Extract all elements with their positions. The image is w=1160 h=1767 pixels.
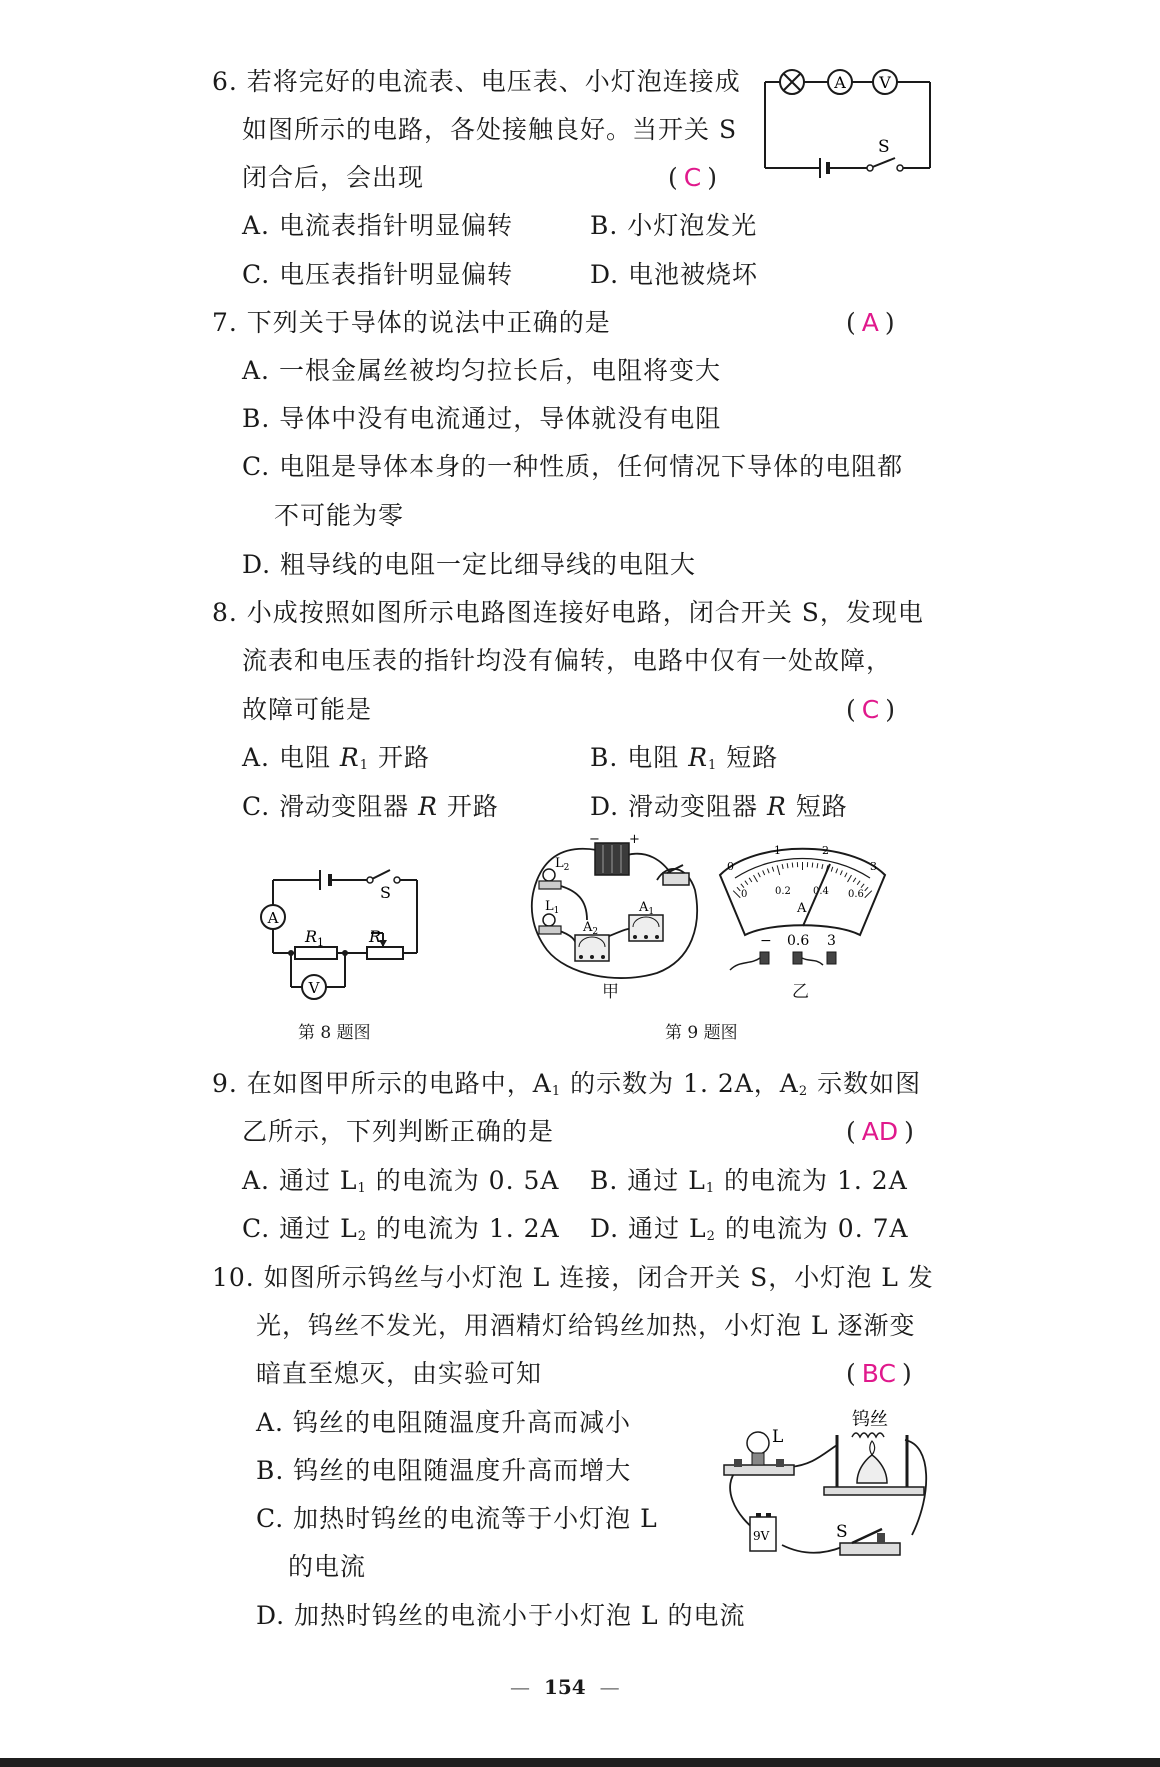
q10-option-b: B. 钨丝的电阻随温度升高而增大 <box>256 1456 632 1485</box>
ammeter-a2-icon <box>575 935 609 961</box>
q8-option-a: A. 电阻 $R_1$ 开路 <box>242 743 430 773</box>
top-scale-3: 3 <box>870 860 877 873</box>
svg-text:V: V <box>879 73 891 92</box>
q7-option-b: B. 导体中没有电流通过，导体就没有电阻 <box>242 404 722 433</box>
q10-stem-line-2: 光，钨丝不发光，用酒精灯给钨丝加热，小灯泡 L 逐渐变 <box>256 1311 916 1340</box>
l2-label: $L_2$ <box>555 856 570 873</box>
q9-stem-line-1: 9. 在如图甲所示的电路中，$A_1$ 的示数为 1. 2A，$A_2$ 示数如图 <box>212 1069 922 1099</box>
q6-answer: ( C ) <box>668 163 717 192</box>
q8-option-b: B. 电阻 $R_1$ 短路 <box>590 743 779 773</box>
q7-answer-value: A <box>861 308 879 337</box>
alcohol-lamp-icon <box>857 1455 887 1483</box>
q9-answer: ( AD ) <box>846 1117 914 1146</box>
junction-dot <box>342 950 348 956</box>
tungsten-coil-icon <box>852 1433 884 1437</box>
q6-option-a: A. 电流表指针明显偏转 <box>242 211 513 240</box>
voltmeter-icon <box>873 70 897 94</box>
q10-option-c: C. 加热时钨丝的电流等于小灯泡 L <box>256 1504 658 1533</box>
terminal-posts <box>760 952 836 964</box>
bottom-scale-3: 0.6 <box>848 889 864 900</box>
switch-contact <box>394 877 400 883</box>
q6-circuit-diagram <box>760 62 935 187</box>
bulb-holder-icon <box>724 1432 794 1475</box>
bottom-scale-1: 0.2 <box>775 886 791 897</box>
q7-answer: ( A ) <box>846 308 895 337</box>
q8-stem-line-3: 故障可能是 <box>242 695 373 724</box>
ammeter-a1-icon <box>629 915 663 941</box>
svg-text:A: A <box>267 909 279 927</box>
q7-option-c-cont: 不可能为零 <box>274 501 405 530</box>
a1-label: $A_1$ <box>639 900 655 917</box>
dial-tick <box>812 863 813 868</box>
q9-answer-value: AD <box>861 1117 899 1146</box>
terminal-minus: − <box>760 933 772 949</box>
q8-stem-line-1: 8. 小成按照如图所示电路图连接好电路，闭合开关 S，发现电 <box>212 598 924 627</box>
q6-stem-line-1: 6. 若将完好的电流表、电压表、小灯泡连接成 <box>212 67 741 96</box>
switch-contact <box>897 165 903 171</box>
fig9-yi-label: 乙 <box>792 982 809 1002</box>
q6-stem-line-2: 如图所示的电路，各处接触良好。当开关 S <box>242 115 738 144</box>
bulb-l2-icon <box>539 869 561 889</box>
q7-stem: 7. 下列关于导体的说法中正确的是 <box>212 308 611 337</box>
terminal-0-6: 0.6 <box>787 933 810 949</box>
q10-answer-value: BC <box>861 1359 896 1388</box>
q10-option-a: A. 钨丝的电阻随温度升高而减小 <box>256 1408 631 1437</box>
svg-text:A: A <box>834 73 846 92</box>
fig9-caption: 第 9 题图 <box>665 1023 738 1043</box>
a2-label: $A_2$ <box>583 920 599 937</box>
fig8-circuit-diagram <box>255 865 430 1005</box>
svg-text:9V: 9V <box>753 1529 770 1543</box>
switch-label: S <box>878 137 890 157</box>
q9-option-a: A. 通过 $L_1$ 的电流为 0. 5A <box>242 1166 560 1196</box>
voltmeter-icon <box>302 975 326 999</box>
svg-text:V: V <box>308 979 320 997</box>
battery-icon <box>820 158 828 178</box>
bottom-scale-2: 0.4 <box>813 886 829 897</box>
q6-stem-line-3: 闭合后，会出现 <box>242 163 425 192</box>
fig8-caption: 第 8 题图 <box>298 1023 371 1043</box>
battery-pack-icon <box>595 843 629 875</box>
q10-apparatus-diagram <box>712 1405 937 1570</box>
switch-contact <box>367 877 373 883</box>
q6-answer-value: C <box>683 163 702 192</box>
q9-option-c: C. 通过 $L_2$ 的电流为 1. 2A <box>242 1214 560 1244</box>
switch-label: S <box>836 1522 848 1542</box>
top-scale-0: 0 <box>727 860 734 873</box>
q9-option-b: B. 通过 $L_1$ 的电流为 1. 2A <box>590 1166 908 1196</box>
q8-answer: ( C ) <box>846 695 895 724</box>
q6-option-d: D. 电池被烧坏 <box>590 260 759 289</box>
q8-answer-value: C <box>861 695 880 724</box>
q8-option-c: C. 滑动变阻器 R 开路 <box>242 792 499 821</box>
q10-option-c-cont: 的电流 <box>288 1552 367 1581</box>
q7-option-d: D. 粗导线的电阻一定比细导线的电阻大 <box>242 550 697 579</box>
l1-label: $L_1$ <box>545 899 560 916</box>
top-scale-1: 1 <box>774 844 781 857</box>
q10-stem-line-3: 暗直至熄灭，由实验可知 <box>256 1359 543 1388</box>
terminal-3: 3 <box>827 933 836 949</box>
battery-9v-icon <box>750 1513 776 1551</box>
tungsten-label: 钨丝 <box>852 1409 888 1430</box>
fig9-jia-label: 甲 <box>602 982 619 1002</box>
lamp-icon <box>780 70 804 94</box>
rheostat-r-label: R <box>369 927 382 946</box>
resistor-r1-label: $R_1$ <box>305 927 325 949</box>
bottom-bar <box>0 1758 1160 1767</box>
q7-option-a: A. 一根金属丝被均匀拉长后，电阻将变大 <box>242 356 721 385</box>
switch-label: S <box>380 883 391 902</box>
fig9-yi-ammeter-dial <box>715 840 890 975</box>
page-number: — 154 — <box>510 1675 620 1699</box>
switch-icon <box>840 1529 900 1555</box>
switch-contact <box>867 165 873 171</box>
top-scale-2: 2 <box>822 844 829 857</box>
bulb-l1-icon <box>539 914 561 934</box>
q8-stem-line-2: 流表和电压表的指针均没有偏转，电路中仅有一处故障， <box>242 646 893 675</box>
battery-plus-label: + <box>629 832 640 847</box>
q7-option-c: C. 电阻是导体本身的一种性质，任何情况下导体的电阻都 <box>242 452 904 481</box>
flame-icon <box>870 1441 875 1455</box>
battery-icon <box>320 870 330 890</box>
q9-option-d: D. 通过 $L_2$ 的电流为 0. 7A <box>590 1214 909 1244</box>
q10-option-d: D. 加热时钨丝的电流小于小灯泡 L 的电流 <box>256 1601 746 1630</box>
q9-stem-line-2: 乙所示，下列判断正确的是 <box>242 1117 555 1146</box>
fig9-jia-physical-circuit <box>527 832 707 1000</box>
unit-label: A <box>797 901 807 916</box>
q6-option-c: C. 电压表指针明显偏转 <box>242 260 514 289</box>
q10-stem-line-1: 10. 如图所示钨丝与小灯泡 L 连接，闭合开关 S，小灯泡 L 发 <box>212 1263 934 1292</box>
junction-dot <box>288 950 294 956</box>
bottom-scale-0: 0 <box>741 889 748 900</box>
q8-option-d: D. 滑动变阻器 R 短路 <box>590 792 848 821</box>
ammeter-icon <box>828 70 852 94</box>
battery-minus-label: − <box>589 832 600 847</box>
ammeter-icon <box>261 905 285 929</box>
dial-tick <box>792 863 793 868</box>
stand-icon <box>824 1433 924 1495</box>
q6-option-b: B. 小灯泡发光 <box>590 211 758 240</box>
q10-answer: ( BC ) <box>846 1359 912 1388</box>
lamp-l-label: L <box>772 1427 784 1447</box>
